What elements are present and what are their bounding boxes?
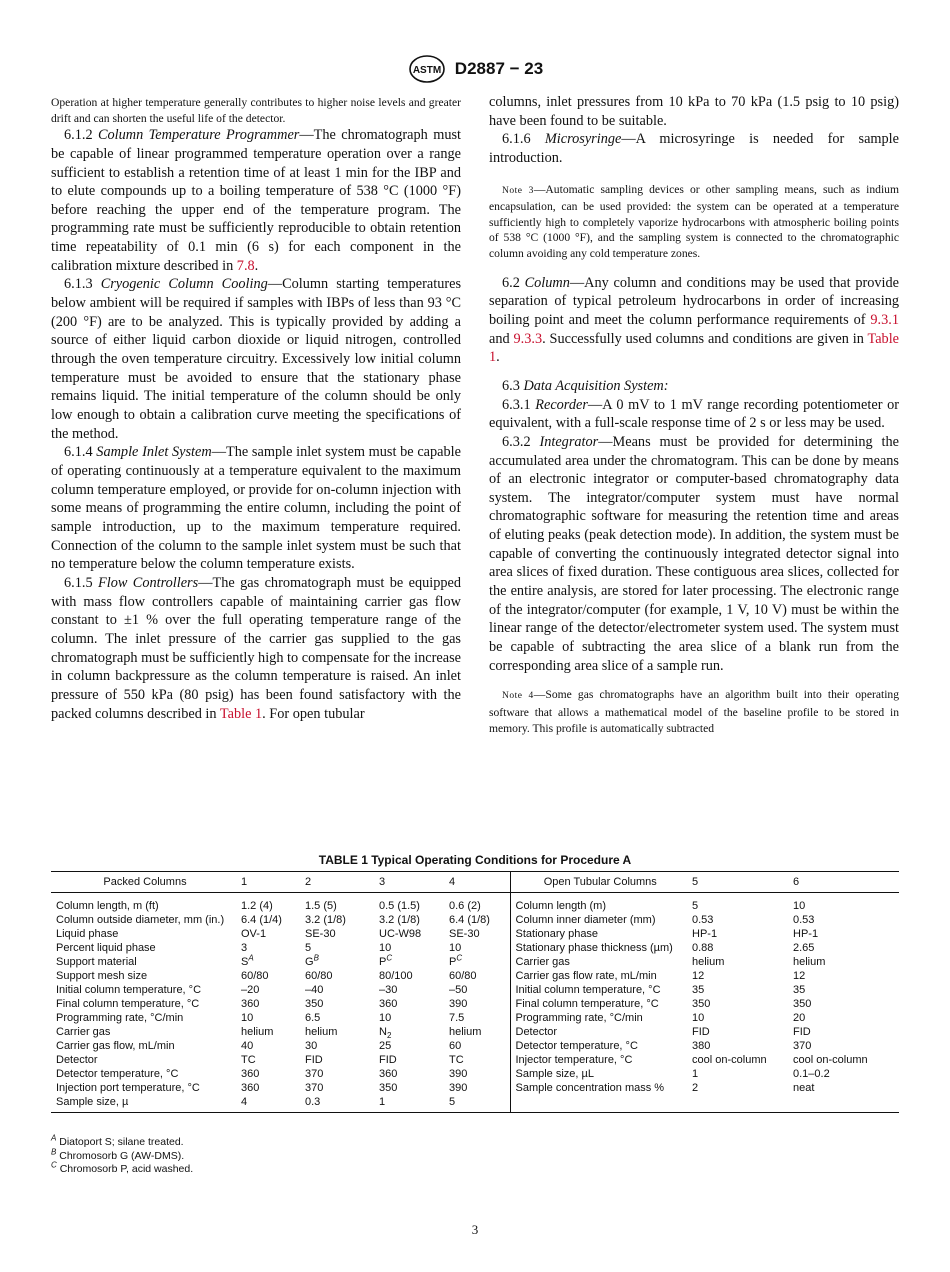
table-cell: 6.4 (1/8) (444, 913, 510, 927)
right-column (489, 93, 899, 736)
table-cell: TC (241, 1054, 256, 1066)
header-col-1: 1 (236, 872, 300, 893)
table-cell: Liquid phase (56, 928, 119, 940)
table-cell: 360 (241, 998, 260, 1010)
table-cell: Support mesh size (56, 970, 148, 982)
table-cell: 2 (692, 1082, 699, 1094)
table-cell: Final column temperature, °C (515, 998, 659, 1010)
table-cell: Sample size, µ (51, 1095, 236, 1113)
table-cell: 10 (379, 1012, 392, 1024)
table-row (51, 969, 899, 983)
table-cell: OV-1 (241, 928, 267, 940)
table-cell: 360 (241, 1082, 260, 1094)
table-cell: –20 (241, 984, 260, 996)
table-row (51, 1025, 899, 1039)
table-cell: Injection port temperature, °C (56, 1082, 200, 1094)
left-column (51, 93, 461, 723)
table-cell: 370 (305, 1082, 324, 1094)
section-6-3-2: 6.3.2 Integrator—Means must be provided for determining the accumulated area under the chromatogram. This can be done by means of an electronic integrator or computer-based chromatography data system. The integrator/computer system must have normal chromatographic software for measuring the retention time and areas of eluting peaks (peak detection mode). In addition, the system must be capable of converting the continuously integrated detector signal into area slices of fixed duration. These contiguous area slices, collected for the entire analysis, are stored for later processing. The electronic range of the integrator/computer (for example, 1 V, 10 V) must be within the linear range of the detector/electrometer system used. The system must be capable of subtracting the area slice of a blank run from the corresponding area slice of a sample run. (489, 433, 899, 674)
table-cell: 370 (793, 1040, 812, 1052)
table-cell: 25 (379, 1040, 392, 1052)
table-cell: 60/80 (444, 969, 510, 983)
paragraph-continued-right: columns, inlet pressures from 10 kPa to 70 kPa (1.5 psig to 10 psig) have been found to be suitable. (489, 94, 899, 129)
table-cell: 390 (444, 997, 510, 1011)
table-title: TABLE 1 Typical Operating Conditions for Procedure A (318, 853, 632, 867)
link-7-8[interactable]: 7.8 (236, 257, 255, 274)
table-footnote-mark: B (313, 953, 319, 963)
table-row (51, 893, 899, 914)
table-cell: Stationary phase (515, 928, 599, 940)
table-cell (510, 1095, 687, 1113)
table-cell: 35 (793, 984, 806, 996)
table-cell: 10 (793, 900, 806, 912)
table-row (51, 1095, 899, 1113)
section-6-3-1: 6.3.1 Recorder—A 0 mV to 1 mV range recording potentiometer or equivalent, with a full-scale response time of 2 s or less may be used. (489, 396, 900, 432)
svg-text:ASTM: ASTM (412, 65, 441, 76)
table-row (51, 1039, 899, 1053)
table-cell: 10 (692, 1012, 705, 1024)
table-cell: Initial column temperature, °C (56, 984, 202, 996)
section-6-1-5: 6.1.5 Flow Controllers—The gas chromatograph must be equipped with mass flow controllers capable of maintaining carrier gas flow constant to ±1 % over the full operating temperature range of the column. The inlet pressure of the carrier gas supplied to the gas chromatograph must be sufficiently high to compensate for the increase in column backpressure as the column temperature is raised. An inlet pressure of 550 kPa (80 psig) has been found satisfactory with the packed columns described in Table 1. For open tubular (51, 574, 462, 722)
link-9-3-1[interactable]: 9.3.1 (870, 311, 899, 328)
table-cell: 0.88 (692, 942, 714, 954)
table-cell: 5 (692, 900, 699, 912)
table-cell: –50 (444, 983, 510, 997)
table-cell: 0.53 (793, 914, 815, 926)
footnote-a: $^A$ Diatoport S; silane treated. (51, 1133, 184, 1148)
table-cell: $N_2$ (379, 1026, 392, 1041)
table-cell: 350 (379, 1082, 398, 1094)
table-cell: 12 (793, 970, 806, 982)
section-6-1-6: 6.1.6 Microsyringe—A microsyringe is needed for sample introduction. (489, 131, 900, 166)
table-cell: Column length (m) (515, 900, 606, 912)
table-cell: neat (793, 1082, 815, 1094)
table-cell: 1.2 (4) (241, 900, 273, 912)
table-cell: 60/80 (305, 970, 333, 982)
table-row (51, 1081, 899, 1095)
table-cell: FID (379, 1054, 397, 1066)
section-6-1-4: 6.1.4 Sample Inlet System—The sample inlet system must be capable of operating continuously at a temperature equivalent to the maximum column temperature employed, or provide for on-column injection with some means of programming the entire column, including the point of sample introduction, up to the maximum temperature required. Connection of the column to the sample inlet system must be such that no temperature below the column temperature exists. (51, 444, 461, 573)
table-cell: 350 (692, 998, 711, 1010)
table-cell: 7.5 (444, 1011, 510, 1025)
section-6-3: 6.3 Data Acquisition System: (502, 377, 669, 394)
note-4: Note 4—Some gas chromatographs have an algorithm built into their operating software that allows a mathematical model of the baseline profile to be stored in memory. This profile is automatically subtracted (489, 688, 900, 735)
header-open-tubular-columns: Open Tubular Columns (510, 872, 687, 893)
link-9-3-3[interactable]: 9.3.3 (513, 330, 543, 347)
table-cell: Programming rate, °C/min (56, 1012, 184, 1024)
table-cell: 10 (444, 941, 510, 955)
table-cell: 6.4 (1/4) (241, 914, 282, 926)
table-cell: TC (444, 1053, 510, 1067)
table-cell: SE-30 (444, 927, 510, 941)
table-cell: helium (793, 956, 826, 968)
page-header (0, 54, 950, 84)
link-table-1[interactable]: Table 1 (219, 705, 263, 722)
table-cell: –40 (305, 984, 324, 996)
table-row (51, 1067, 899, 1081)
table-cell: Initial column temperature, °C (515, 984, 661, 996)
table-cell: 60 (444, 1039, 510, 1053)
table-cell: 3.2 (1/8) (379, 914, 420, 926)
table-cell: FID (305, 1054, 323, 1066)
table-cell: Programming rate, °C/min (515, 1012, 643, 1024)
table-cell: Sample size, µL (515, 1068, 594, 1080)
table-cell: Detector temperature, °C (56, 1068, 179, 1080)
header-packed-columns: Packed Columns (51, 872, 236, 893)
table-cell: 360 (379, 998, 398, 1010)
table-cell: FID (692, 1026, 710, 1038)
table-cell: 6.5 (305, 1012, 321, 1024)
table-cell: 10 (379, 942, 392, 954)
table-row (51, 1053, 899, 1067)
table-footnote-mark: A (248, 953, 254, 963)
table-cell: Percent liquid phase (56, 942, 156, 954)
table-cell: Injector temperature, °C (515, 1054, 633, 1066)
section-6-1-3: 6.1.3 Cryogenic Column Cooling—Column starting temperatures below ambient will be required if samples with IBPs of less than 93 °C (200 °F) are to be analyzed. This is typically provided by adding a source of either liquid carbon dioxide or liquid nitrogen, controlled through the oven temperature circuitry. Excessively low initial column temperature must be avoided to ensure that the stationary phase remains liquid. The initial temperature of the column should be only low enough to obtain a calibration curve meeting the specifications of the method. (51, 276, 462, 442)
paragraph-continued: Operation at higher temperature generally contributes to higher noise levels and greater drift and can shorten the useful life of the detector. (51, 96, 461, 125)
table-cell: Detector (56, 1054, 98, 1066)
header-col-4: 4 (444, 872, 510, 893)
section-6-1-2: 6.1.2 Column Temperature Programmer—The chromatograph must be capable of linear programmed temperature operation over a range sufficient to establish a retention time of at least 1 min for the IBP and to elute compounds up to a boiling temperature of 538 °C (1000 °F) before reaching the upper end of the temperature program. The programming rate must be sufficiently reproducible to obtain retention time repeatability of 0.1 min (6 s) for each component in the calibration mixture described in 7.8. (51, 127, 462, 274)
header-col-3: 3 (374, 872, 444, 893)
table-cell: 80/100 (379, 970, 413, 982)
table-cell: Support material (56, 956, 137, 968)
table-row (51, 941, 899, 955)
table-cell: helium (305, 1026, 338, 1038)
table-cell: 3.2 (1/8) (305, 914, 346, 926)
table-cell: 40 (241, 1040, 254, 1052)
table-cell: 35 (692, 984, 705, 996)
table-cell: 0.5 (1.5) (379, 900, 420, 912)
table-cell: cool on-column (793, 1054, 868, 1066)
table-cell: Carrier gas (56, 1026, 111, 1038)
table-cell: 1 (692, 1068, 699, 1080)
table-cell: $S^A$ (241, 953, 254, 968)
table-cell: 60/80 (241, 970, 269, 982)
table-cell: 0.3 (300, 1095, 374, 1113)
table-cell: HP-1 (692, 928, 718, 940)
table-cell: 0.53 (692, 914, 714, 926)
table-row (51, 983, 899, 997)
document-designation: D2887 − 23 (454, 59, 544, 78)
table-cell: Column outside diameter, mm (in.) (56, 914, 225, 926)
table-cell: Final column temperature, °C (56, 998, 200, 1010)
table-cell: Carrier gas (515, 956, 570, 968)
header-col-5: 5 (687, 872, 788, 893)
link-table-1-right[interactable]: Table 1 (489, 330, 900, 366)
table-row (51, 955, 899, 969)
table-cell: helium (444, 1025, 510, 1039)
table-cell: 360 (241, 1068, 260, 1080)
table-row (51, 1011, 899, 1025)
table-cell: $P^C$ (379, 953, 393, 968)
operating-conditions-table (51, 871, 899, 1113)
table-cell: 350 (305, 998, 324, 1010)
table-cell: $G^B$ (305, 953, 319, 968)
table-cell: helium (241, 1026, 274, 1038)
table-cell: 5 (444, 1095, 510, 1113)
note-3: Note 3—Automatic sampling devices or other sampling means, such as indium encapsulation, can be used provided: the system can be operated at a temperature sufficiently high to completely vaporize hydrocarbons with atmospheric boiling points of 538 °C (1000 °F), and the sampling system is connected to the chromatographic column avoiding any cold temperature zones. (489, 182, 899, 260)
table-cell: 380 (692, 1040, 711, 1052)
table-header-row (51, 872, 899, 893)
table-cell: cool on-column (692, 1054, 767, 1066)
table-cell: 12 (692, 970, 705, 982)
table-cell: 30 (305, 1040, 318, 1052)
table-cell: –30 (379, 984, 398, 996)
astm-logo-icon (407, 54, 447, 84)
table-cell: 360 (379, 1068, 398, 1080)
table-cell: 390 (444, 1081, 510, 1095)
header-col-6: 6 (788, 872, 899, 893)
table-cell: 10 (241, 1012, 254, 1024)
table-row (51, 997, 899, 1011)
table-cell: Detector temperature, °C (515, 1040, 638, 1052)
table-cell: SE-30 (305, 928, 336, 940)
table-cell: 20 (793, 1012, 806, 1024)
table-footnotes (51, 1133, 194, 1177)
footnote-c: $^C$ Chromosorb P, acid washed. (51, 1160, 194, 1175)
table-footnote-mark: C (456, 953, 463, 963)
table-cell: HP-1 (793, 928, 819, 940)
table-row (51, 913, 899, 927)
table-cell: 1 (374, 1095, 444, 1113)
table-cell: 390 (444, 1067, 510, 1081)
table-cell: Stationary phase thickness (µm) (515, 942, 673, 954)
table-cell: $P^C$ (444, 955, 510, 969)
table-cell: 1.5 (5) (305, 900, 337, 912)
table-footnote-mark: C (386, 953, 393, 963)
table-cell (687, 1095, 788, 1113)
table-cell: 4 (236, 1095, 300, 1113)
table-cell: 0.6 (2) (444, 893, 510, 914)
table-cell: Carrier gas flow, mL/min (56, 1040, 175, 1052)
header-col-2: 2 (300, 872, 374, 893)
subscript: 2 (386, 1031, 392, 1041)
table-cell (788, 1095, 899, 1113)
table-cell: UC-W98 (379, 928, 422, 940)
table-cell: Detector (515, 1026, 558, 1038)
footnote-b: $^B$ Chromosorb G (AW-DMS). (51, 1147, 185, 1162)
table-cell: FID (793, 1026, 811, 1038)
table-cell: 370 (305, 1068, 324, 1080)
section-6-2: 6.2 Column—Any column and conditions may be used that provide separation of typical petroleum hydrocarbons in order of increasing boiling point and meet the column performance requirements of 9.3.1 and 9.3.3. Successfully used columns and conditions are given in Table 1. (489, 274, 900, 366)
table-row (51, 927, 899, 941)
table-cell: 350 (793, 998, 812, 1010)
table-cell: Column length, m (ft) (56, 900, 159, 912)
page-number: 3 (471, 1222, 479, 1237)
table-cell: 5 (305, 942, 312, 954)
table-cell: 2.65 (793, 942, 815, 954)
table-cell: Carrier gas flow rate, mL/min (515, 970, 657, 982)
table-cell: 0.1–0.2 (793, 1068, 830, 1080)
table-cell: Sample concentration mass % (515, 1082, 665, 1094)
table-cell: helium (692, 956, 725, 968)
table-cell: Column inner diameter (mm) (515, 914, 656, 926)
table-cell: 3 (241, 942, 248, 954)
